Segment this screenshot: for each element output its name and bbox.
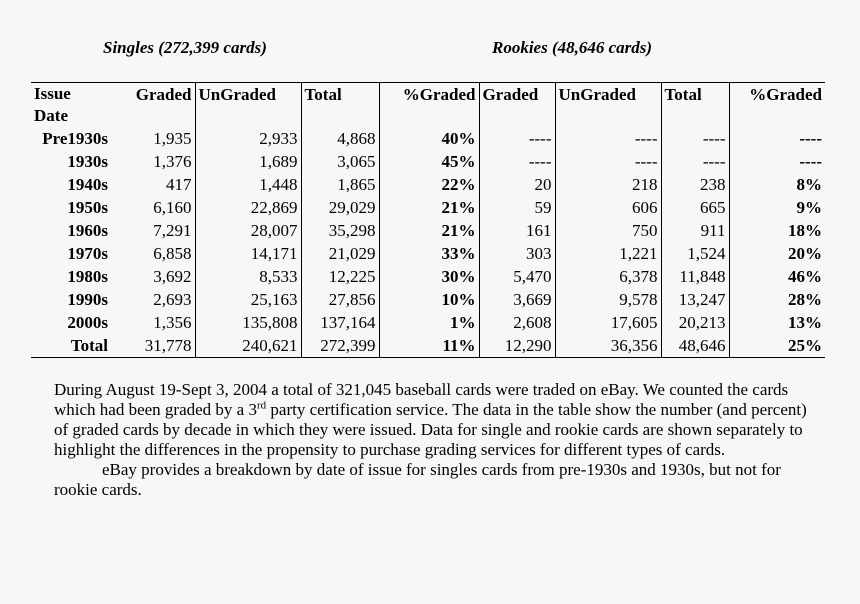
- cell-rookies-graded: ----: [479, 150, 555, 173]
- cell-issue-date: 1980s: [67, 267, 108, 286]
- cell-rookies-ungraded: ----: [555, 127, 661, 150]
- cell-rookies-pct: 18%: [729, 219, 825, 242]
- table-row: [31, 173, 825, 196]
- cell-rookies-graded: ----: [479, 127, 555, 150]
- cell-singles-ungraded: 28,007: [195, 219, 301, 242]
- cell-singles-total: 29,029: [301, 196, 379, 219]
- cell-rookies-total: 665: [661, 196, 729, 219]
- graded-cards-table: [31, 82, 825, 358]
- header-issue-line1: Issue: [34, 84, 71, 103]
- cell-singles-ungraded: 2,933: [195, 127, 301, 150]
- header-issue-date: [31, 83, 111, 128]
- cell-singles-graded: 2,693: [153, 290, 192, 309]
- cell-singles-ungraded: 25,163: [195, 288, 301, 311]
- cell-singles-ungraded: 135,808: [195, 311, 301, 334]
- cell-rookies-pct: 8%: [729, 173, 825, 196]
- cell-singles-total: 272,399: [301, 334, 379, 358]
- cell-singles-total: 12,225: [301, 265, 379, 288]
- cell-singles-total: 1,865: [301, 173, 379, 196]
- singles-heading: Singles (272,399 cards): [103, 38, 267, 57]
- cell-singles-pct: 33%: [379, 242, 479, 265]
- cell-rookies-pct: 28%: [729, 288, 825, 311]
- header-singles-pct: %Graded: [379, 83, 479, 128]
- cell-rookies-graded: 3,669: [479, 288, 555, 311]
- cell-rookies-pct: ----: [729, 150, 825, 173]
- cell-rookies-ungraded: 6,378: [555, 265, 661, 288]
- cell-issue-date: 1970s: [67, 244, 108, 263]
- cell-singles-graded: 1,935: [153, 129, 192, 148]
- cell-singles-pct: 11%: [379, 334, 479, 358]
- cell-rookies-total: 48,646: [661, 334, 729, 358]
- cell-rookies-total: 20,213: [661, 311, 729, 334]
- cell-singles-graded: 31,778: [111, 334, 195, 358]
- header-singles-ungraded: UnGraded: [195, 83, 301, 128]
- cell-singles-total: 21,029: [301, 242, 379, 265]
- cell-rookies-pct: 46%: [729, 265, 825, 288]
- caption-p1-start: During August 19-Sept 3, 2004 a total of 321,045 baseball cards were traded on eBay. We counted the cards which had been graded by a 3: [54, 380, 789, 419]
- cell-singles-pct: 45%: [379, 150, 479, 173]
- cell-singles-pct: 22%: [379, 173, 479, 196]
- cell-singles-pct: 1%: [379, 311, 479, 334]
- table-row: [31, 242, 825, 265]
- cell-singles-total: 27,856: [301, 288, 379, 311]
- cell-singles-pct: 10%: [379, 288, 479, 311]
- table-row: [31, 334, 825, 358]
- cell-rookies-total: 13,247: [661, 288, 729, 311]
- cell-singles-graded: 6,160: [153, 198, 192, 217]
- cell-rookies-total: 911: [661, 219, 729, 242]
- cell-singles-graded: 1,376: [153, 152, 192, 171]
- cell-singles-pct: 21%: [379, 196, 479, 219]
- caption: [54, 380, 824, 500]
- cell-singles-ungraded: 240,621: [195, 334, 301, 358]
- cell-rookies-ungraded: 750: [555, 219, 661, 242]
- cell-singles-ungraded: 1,689: [195, 150, 301, 173]
- cell-singles-ungraded: 14,171: [195, 242, 301, 265]
- table-row: [31, 150, 825, 173]
- cell-issue-date: 1990s: [67, 290, 108, 309]
- cell-rookies-ungraded: 606: [555, 196, 661, 219]
- header-rookies-ungraded: UnGraded: [555, 83, 661, 128]
- table-row: [31, 288, 825, 311]
- cell-rookies-ungraded: 218: [555, 173, 661, 196]
- cell-singles-total: 4,868: [301, 127, 379, 150]
- cell-issue-date: 1950s: [67, 198, 108, 217]
- header-issue-line2: Date: [34, 106, 68, 125]
- caption-p1-superscript: rd: [256, 399, 267, 412]
- cell-singles-ungraded: 22,869: [195, 196, 301, 219]
- table-row: [31, 196, 825, 219]
- cell-singles-total: 35,298: [301, 219, 379, 242]
- cell-issue-date: 1960s: [67, 221, 108, 240]
- cell-rookies-total: ----: [661, 150, 729, 173]
- header-singles-total: Total: [301, 83, 379, 128]
- cell-singles-graded: 1,356: [153, 313, 192, 332]
- cell-issue-date: 1930s: [67, 152, 108, 171]
- cell-singles-graded: 6,858: [153, 244, 192, 263]
- cell-singles-graded: 3,692: [153, 267, 192, 286]
- cell-rookies-pct: 9%: [729, 196, 825, 219]
- caption-paragraph-2: eBay provides a breakdown by date of issue for singles cards from pre-1930s and 1930s, but not for rookie cards.: [54, 460, 781, 499]
- cell-rookies-total: ----: [661, 127, 729, 150]
- cell-singles-graded: 417: [166, 175, 192, 194]
- cell-singles-ungraded: 1,448: [195, 173, 301, 196]
- cell-rookies-pct: 25%: [729, 334, 825, 358]
- cell-issue-date: Pre1930s: [42, 129, 108, 148]
- table-body: [31, 127, 825, 358]
- cell-singles-total: 3,065: [301, 150, 379, 173]
- cell-rookies-graded: 12,290: [479, 334, 555, 358]
- cell-rookies-total: 1,524: [661, 242, 729, 265]
- cell-singles-total: 137,164: [301, 311, 379, 334]
- table-row: [31, 127, 825, 150]
- cell-rookies-graded: 161: [479, 219, 555, 242]
- table-row: [31, 265, 825, 288]
- cell-rookies-pct: 20%: [729, 242, 825, 265]
- caption-p1-end: party certification service. The data in the table show the number (and percent) of graded cards by decade in which they were issued. Data for single and rookie cards are shown separately to highlight the differences in the propensity to purchase grading services for different types of cards.: [54, 400, 807, 459]
- cell-rookies-ungraded: ----: [555, 150, 661, 173]
- cell-rookies-total: 11,848: [661, 265, 729, 288]
- header-singles-graded: Graded: [111, 83, 195, 128]
- cell-singles-pct: 30%: [379, 265, 479, 288]
- header-rookies-pct: %Graded: [729, 83, 825, 128]
- table-row: [31, 219, 825, 242]
- cell-issue-date: Total: [31, 334, 111, 358]
- cell-singles-pct: 40%: [379, 127, 479, 150]
- cell-rookies-pct: ----: [729, 127, 825, 150]
- cell-rookies-pct: 13%: [729, 311, 825, 334]
- cell-rookies-ungraded: 1,221: [555, 242, 661, 265]
- cell-rookies-graded: 2,608: [479, 311, 555, 334]
- header-rookies-total: Total: [661, 83, 729, 128]
- cell-rookies-total: 238: [661, 173, 729, 196]
- rookies-heading: Rookies (48,646 cards): [492, 38, 653, 57]
- cell-rookies-graded: 5,470: [479, 265, 555, 288]
- caption-paragraph-1: [54, 380, 824, 460]
- cell-rookies-ungraded: 17,605: [555, 311, 661, 334]
- cell-singles-pct: 21%: [379, 219, 479, 242]
- cell-rookies-ungraded: 9,578: [555, 288, 661, 311]
- cell-rookies-graded: 303: [479, 242, 555, 265]
- cell-rookies-ungraded: 36,356: [555, 334, 661, 358]
- cell-issue-date: 2000s: [67, 313, 108, 332]
- cell-singles-graded: 7,291: [153, 221, 192, 240]
- cell-singles-ungraded: 8,533: [195, 265, 301, 288]
- table-header-row: [31, 83, 825, 128]
- cell-rookies-graded: 20: [479, 173, 555, 196]
- cell-issue-date: 1940s: [67, 175, 108, 194]
- header-rookies-graded: Graded: [479, 83, 555, 128]
- table-row: [31, 311, 825, 334]
- cell-rookies-graded: 59: [479, 196, 555, 219]
